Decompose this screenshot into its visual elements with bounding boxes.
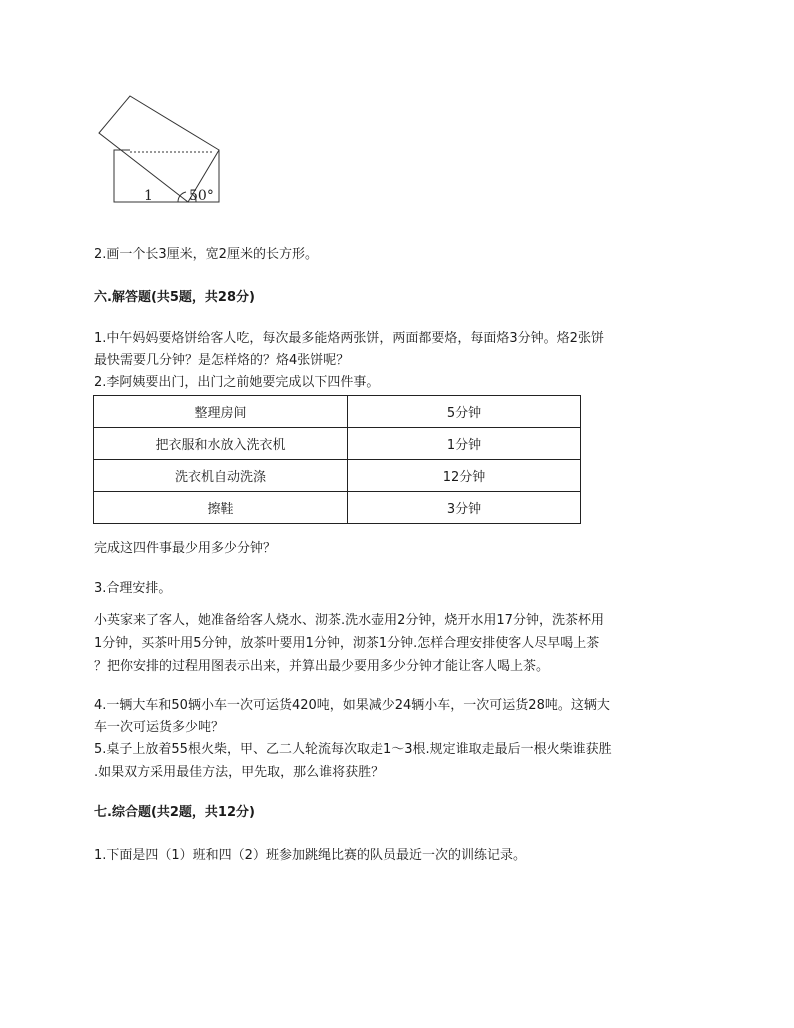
s6-q2-question: 完成这四件事最少用多少分钟？ (94, 541, 277, 556)
s6-q1-line2: 最快需要几分钟？是怎样烙的？烙4张饼呢？ (94, 353, 350, 368)
s6-q2-intro: 2.李阿姨要出门，出门之前她要完成以下四件事。 (94, 375, 380, 390)
folded-rectangle-figure (90, 90, 230, 205)
s7-q1: 1.下面是四（1）班和四（2）班参加跳绳比赛的队员最近一次的训练记录。 (94, 848, 526, 863)
table-row (94, 492, 581, 524)
question-draw-rectangle: 2.画一个长3厘米，宽2厘米的长方形。 (94, 247, 318, 262)
table-row (94, 460, 581, 492)
angle-50-label: 50° (189, 188, 214, 204)
s6-q3-line1: 小英家来了客人，她准备给客人烧水、沏茶.洗水壶用2分钟，烧开水用17分钟，洗茶杯用 (94, 613, 604, 628)
task-duration: 3分钟 (348, 492, 581, 524)
task-name: 把衣服和水放入洗衣机 (94, 428, 348, 460)
s6-q5-line1: 5.桌子上放着55根火柴，甲、乙二人轮流每次取走1～3根.规定谁取走最后一根火柴谁获胜 (94, 742, 612, 757)
s6-q1-line1: 1.中午妈妈要烙饼给客人吃，每次最多能烙两张饼，两面都要烙，每面烙3分钟。烙2张饼 (94, 331, 604, 346)
s6-q3-title: 3.合理安排。 (94, 581, 172, 596)
tasks-table (93, 395, 581, 524)
task-duration: 5分钟 (348, 396, 581, 428)
s6-q5-line2: .如果双方采用最佳方法，甲先取，那么谁将获胜？ (94, 765, 385, 780)
s6-q3-line3: ？把你安排的过程用图表示出来，并算出最少要用多少分钟才能让客人喝上茶。 (94, 659, 550, 674)
angle-1-label: 1 (144, 188, 153, 204)
s6-q4-line1: 4.一辆大车和50辆小车一次可运货420吨，如果减少24辆小车，一次可运货28吨。这辆大 (94, 698, 610, 713)
section-7-title: 七.综合题(共2题，共12分) (94, 805, 255, 820)
table-row (94, 428, 581, 460)
task-duration: 1分钟 (348, 428, 581, 460)
table-row (94, 396, 581, 428)
section-6-title: 六.解答题(共5题，共28分) (94, 290, 255, 305)
task-name: 洗衣机自动洗涤 (94, 460, 348, 492)
figure-svg (90, 90, 230, 205)
folded-rectangle (99, 96, 219, 202)
task-duration: 12分钟 (348, 460, 581, 492)
task-name: 擦鞋 (94, 492, 348, 524)
s6-q3-line2: 1分钟，买茶叶用5分钟，放茶叶要用1分钟，沏茶1分钟.怎样合理安排使客人尽早喝上茶 (94, 636, 600, 651)
s6-q4-line2: 车一次可运货多少吨？ (94, 720, 225, 735)
task-name: 整理房间 (94, 396, 348, 428)
